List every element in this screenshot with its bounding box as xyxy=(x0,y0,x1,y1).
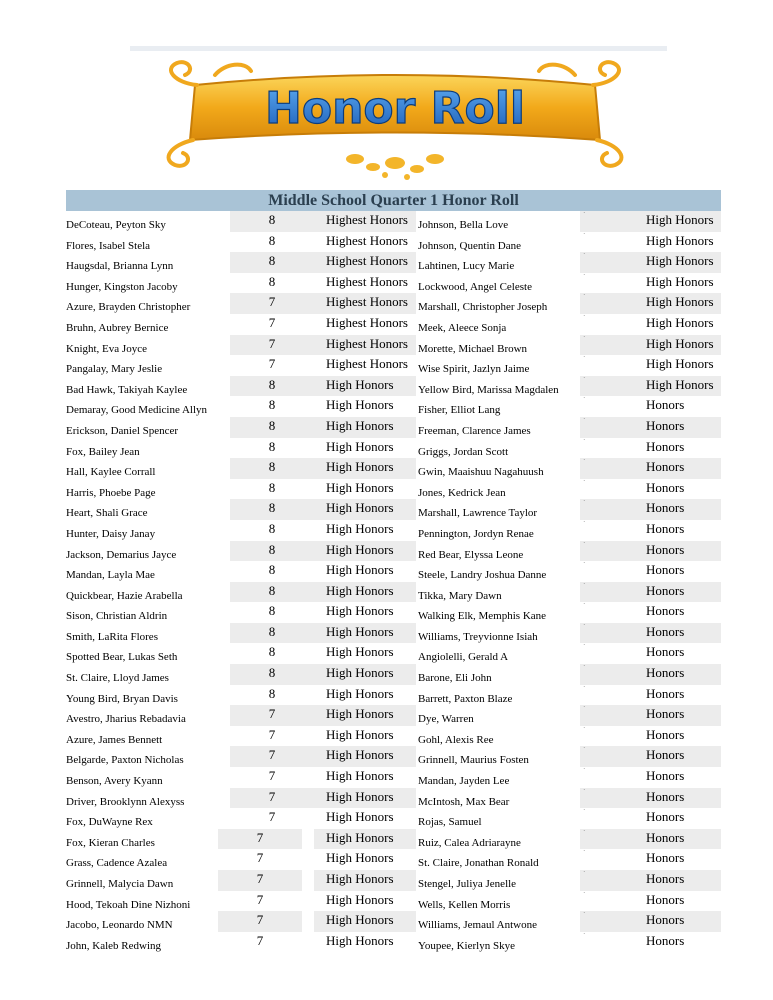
student-name: Freeman, Clarence James xyxy=(418,424,531,437)
grade-level xyxy=(580,417,631,438)
student-name: Benson, Avery Kyann xyxy=(66,775,163,788)
student-name: Rojas, Samuel xyxy=(418,816,482,829)
student-name: Meek, Aleece Sonja xyxy=(418,321,507,334)
student-name: Hunter, Daisy Janay xyxy=(66,527,156,540)
grade-level xyxy=(580,252,631,273)
blank-grade-mark: ˙ xyxy=(583,808,586,817)
student-name: Avestro, Jharius Rebadavia xyxy=(66,713,186,726)
table-row xyxy=(66,499,721,520)
honor-level: Honors xyxy=(646,932,685,948)
grade-level: 7 xyxy=(230,705,314,726)
honor-level: Honors xyxy=(631,746,721,767)
table-row xyxy=(66,541,721,562)
student-name: Johnson, Bella Love xyxy=(418,219,509,231)
grade-level xyxy=(580,911,631,932)
honor-level: Honors xyxy=(646,562,685,578)
student-name: Gohl, Alexis Ree xyxy=(418,733,494,746)
grade-level: 7 xyxy=(256,850,264,866)
grade-level xyxy=(580,232,631,253)
honor-level: High Honors xyxy=(314,705,416,726)
honor-level: High Honors xyxy=(646,232,714,248)
table-row xyxy=(66,788,721,809)
honor-level: Honors xyxy=(646,397,685,413)
grade-level xyxy=(580,932,631,953)
table-row xyxy=(66,808,721,829)
page-title: Middle School Quarter 1 Honor Roll xyxy=(66,190,721,211)
grade-level: 8 xyxy=(230,541,314,562)
table-row xyxy=(66,314,721,335)
student-name: Haugsdal, Brianna Lynn xyxy=(66,260,174,273)
grade-level xyxy=(580,458,631,479)
student-name: Bruhn, Aubrey Bernice xyxy=(66,321,169,334)
honor-level: High Honors xyxy=(314,499,416,520)
grade-level: 8 xyxy=(230,458,314,479)
table-row xyxy=(66,932,721,953)
grade-level: 8 xyxy=(268,520,276,536)
table-row xyxy=(66,602,721,623)
honor-level: High Honors xyxy=(326,603,394,619)
grade-level: 8 xyxy=(268,232,276,248)
blank-grade-mark: ˙ xyxy=(583,252,586,261)
blank-grade-mark: ˙ xyxy=(583,313,586,322)
blank-grade-mark: ˙ xyxy=(583,272,586,281)
grade-level: 7 xyxy=(268,356,276,372)
grade-level xyxy=(580,479,631,500)
blank-grade-mark: ˙ xyxy=(583,231,586,240)
student-name: Gwin, Maaishuu Nagahuush xyxy=(418,466,544,479)
honor-level: High Honors xyxy=(314,870,416,891)
honor-level: Honors xyxy=(646,479,685,495)
blank-grade-mark: ˙ xyxy=(583,890,586,899)
blank-grade-mark: ˙ xyxy=(583,458,586,467)
student-name: Tikka, Mary Dawn xyxy=(418,589,502,602)
table-row xyxy=(66,849,721,870)
student-name: Mandan, Jayden Lee xyxy=(418,775,510,788)
student-name: Red Bear, Elyssa Leone xyxy=(418,548,524,561)
honor-level: Honors xyxy=(631,829,721,850)
honor-level: Honors xyxy=(646,520,685,536)
blank-grade-mark: ˙ xyxy=(583,828,586,837)
table-row xyxy=(66,911,721,932)
honor-level: Honors xyxy=(646,768,685,784)
student-name: Young Bird, Bryan Davis xyxy=(66,692,178,705)
blank-grade-mark: ˙ xyxy=(583,416,586,425)
honor-level: High Honors xyxy=(326,479,394,495)
honor-roll-banner xyxy=(155,55,635,185)
student-name: Azure, James Bennett xyxy=(66,733,163,746)
grade-level: 8 xyxy=(230,664,314,685)
table-row xyxy=(66,685,721,706)
student-name: Barone, Eli John xyxy=(418,672,492,685)
honor-level: Honors xyxy=(631,541,721,562)
grade-level xyxy=(580,705,631,726)
student-name: Lahtinen, Lucy Marie xyxy=(418,260,515,273)
grade-level xyxy=(580,849,631,870)
honor-level: Honors xyxy=(631,458,721,479)
honor-level: High Honors xyxy=(646,273,714,289)
student-name: Demaray, Good Medicine Allyn xyxy=(66,404,208,417)
student-name: Wise Spirit, Jazlyn Jaime xyxy=(418,363,530,376)
grade-level: 8 xyxy=(230,499,314,520)
blank-grade-mark: ˙ xyxy=(583,684,586,693)
table-row xyxy=(66,293,721,314)
honor-level: High Honors xyxy=(314,376,416,397)
grade-level xyxy=(580,602,631,623)
honor-level: Honors xyxy=(631,623,721,644)
student-name: St. Claire, Lloyd James xyxy=(66,672,169,685)
blank-grade-mark: ˙ xyxy=(583,355,586,364)
blank-grade-mark: ˙ xyxy=(583,396,586,405)
table-row xyxy=(66,273,721,294)
student-name: Heart, Shali Grace xyxy=(66,507,148,520)
table-row xyxy=(66,438,721,459)
grade-level xyxy=(580,891,631,912)
table-row xyxy=(66,376,721,397)
grade-level: 7 xyxy=(256,932,264,948)
grade-level xyxy=(580,396,631,417)
blank-grade-mark: ˙ xyxy=(583,931,586,940)
student-name: Pangalay, Mary Jeslie xyxy=(66,363,163,376)
honor-level: High Honors xyxy=(326,562,394,578)
honor-level: Highest Honors xyxy=(314,211,416,232)
blank-grade-mark: ˙ xyxy=(583,787,586,796)
blank-grade-mark: ˙ xyxy=(583,375,586,384)
honor-level: Highest Honors xyxy=(326,232,408,248)
honor-level: High Honors xyxy=(646,314,714,330)
honor-level: High Honors xyxy=(314,541,416,562)
grade-level: 7 xyxy=(230,293,314,314)
honor-level: Honors xyxy=(646,644,685,660)
grade-level: 7 xyxy=(268,314,276,330)
grade-level xyxy=(580,746,631,767)
table-row xyxy=(66,746,721,767)
honor-level: High Honors xyxy=(326,685,394,701)
grade-level: 8 xyxy=(268,562,276,578)
table-row xyxy=(66,479,721,500)
student-name: Ruiz, Calea Adriarayne xyxy=(418,836,521,849)
blank-grade-mark: ˙ xyxy=(583,499,586,508)
grade-level: 7 xyxy=(230,788,314,809)
blank-grade-mark: ˙ xyxy=(583,725,586,734)
grade-level: 8 xyxy=(230,211,314,232)
honor-level: Highest Honors xyxy=(314,252,416,273)
grade-level xyxy=(580,623,631,644)
honor-level: Highest Honors xyxy=(326,273,408,289)
table-row xyxy=(66,870,721,891)
student-name: Steele, Landry Joshua Danne xyxy=(418,569,547,582)
student-name: Quickbear, Hazie Arabella xyxy=(66,589,183,602)
honor-level: High Honors xyxy=(631,335,721,356)
student-name: Jackson, Demarius Jayce xyxy=(66,548,177,561)
student-name: DeCoteau, Peyton Sky xyxy=(66,219,166,231)
student-name: Spotted Bear, Lukas Seth xyxy=(66,651,178,664)
honor-level: High Honors xyxy=(631,376,721,397)
blank-grade-mark: ˙ xyxy=(583,767,586,776)
blank-grade-mark: ˙ xyxy=(583,519,586,528)
grade-level: 8 xyxy=(268,397,276,413)
blank-grade-mark: ˙ xyxy=(583,870,586,878)
table-row xyxy=(66,252,721,273)
student-name: Griggs, Jordan Scott xyxy=(418,445,509,458)
honor-level: High Honors xyxy=(314,417,416,438)
grade-level xyxy=(580,314,631,335)
grade-level: 8 xyxy=(230,252,314,273)
blank-grade-mark: ˙ xyxy=(583,664,586,673)
honor-level: High Honors xyxy=(326,438,394,454)
student-name: McIntosh, Max Bear xyxy=(418,795,510,808)
student-name: Driver, Brooklynn Alexyss xyxy=(66,795,185,808)
grade-level xyxy=(580,561,631,582)
student-name: Grinnell, Maurius Fosten xyxy=(418,754,529,767)
honor-level: Honors xyxy=(646,603,685,619)
table-row xyxy=(66,582,721,603)
student-name: Youpee, Kierlyn Skye xyxy=(418,939,515,952)
honor-level: High Honors xyxy=(646,356,714,372)
honor-level: Honors xyxy=(646,850,685,866)
student-name: Azure, Brayden Christopher xyxy=(66,301,191,314)
grade-level xyxy=(580,541,631,562)
grade-level xyxy=(580,788,631,809)
blank-grade-mark: ˙ xyxy=(583,478,586,487)
student-name: Fox, Kieran Charles xyxy=(66,836,155,849)
student-name: Marshall, Christopher Joseph xyxy=(418,301,548,314)
grade-level: 7 xyxy=(218,870,302,891)
honor-level: High Honors xyxy=(314,746,416,767)
honor-level: High Honors xyxy=(314,623,416,644)
table-row xyxy=(66,705,721,726)
grade-level: 8 xyxy=(268,479,276,495)
student-name: St. Claire, Jonathan Ronald xyxy=(418,857,539,870)
honor-level: High Honors xyxy=(326,726,394,742)
honor-level: High Honors xyxy=(314,911,416,932)
student-name: Fox, DuWayne Rex xyxy=(66,816,153,829)
honor-level: High Honors xyxy=(326,644,394,660)
honor-level: Honors xyxy=(646,685,685,701)
table-row xyxy=(66,561,721,582)
blank-grade-mark: ˙ xyxy=(583,540,586,549)
honor-level: Honors xyxy=(631,788,721,809)
honor-level: Honors xyxy=(646,891,685,907)
honor-level: Honors xyxy=(646,809,685,825)
grade-level: 8 xyxy=(230,376,314,397)
student-name: Smith, LaRita Flores xyxy=(66,630,158,643)
table-row xyxy=(66,396,721,417)
blank-grade-mark: ˙ xyxy=(583,911,586,920)
grade-level xyxy=(580,726,631,747)
grade-level xyxy=(580,520,631,541)
honor-level: High Honors xyxy=(314,788,416,809)
blank-grade-mark: ˙ xyxy=(583,602,586,611)
table-row xyxy=(66,335,721,356)
honor-level: Highest Honors xyxy=(326,356,408,372)
grade-level xyxy=(580,829,631,850)
honor-level: High Honors xyxy=(326,850,394,866)
grade-level xyxy=(580,767,631,788)
student-name: Barrett, Paxton Blaze xyxy=(418,692,513,705)
table-row xyxy=(66,664,721,685)
blank-grade-mark: ˙ xyxy=(583,581,586,590)
blank-grade-mark: ˙ xyxy=(583,643,586,652)
student-name: Jones, Kedrick Jean xyxy=(418,486,506,499)
student-name: Yellow Bird, Marissa Magdalen xyxy=(418,383,559,396)
honor-level: High Honors xyxy=(326,809,394,825)
student-name: Wells, Kellen Morris xyxy=(418,898,511,911)
honor-level: Honors xyxy=(646,726,685,742)
grade-level: 7 xyxy=(268,809,276,825)
student-name: Hunger, Kingston Jacoby xyxy=(66,280,178,293)
honor-level: High Honors xyxy=(326,932,394,948)
grade-level xyxy=(580,355,631,376)
table-row xyxy=(66,458,721,479)
honor-level: Honors xyxy=(631,705,721,726)
student-name: Walking Elk, Memphis Kane xyxy=(418,610,547,623)
honor-level: Honors xyxy=(631,664,721,685)
student-name: Hood, Tekoah Dine Nizhoni xyxy=(66,898,191,911)
honor-level: High Honors xyxy=(631,211,721,232)
honor-level: High Honors xyxy=(314,582,416,603)
honor-level: Highest Honors xyxy=(314,335,416,356)
grade-level xyxy=(580,582,631,603)
table-row xyxy=(66,355,721,376)
honor-level: High Honors xyxy=(326,397,394,413)
grade-level: 8 xyxy=(268,438,276,454)
student-name: Bad Hawk, Takiyah Kaylee xyxy=(66,383,188,396)
grade-level: 7 xyxy=(218,829,302,850)
table-row xyxy=(66,829,721,850)
banner-title: Honor Roll xyxy=(265,83,525,134)
grade-level: 7 xyxy=(256,891,264,907)
honor-level: High Honors xyxy=(326,520,394,536)
student-name: Williams, Treyvionne Isiah xyxy=(418,630,538,643)
grade-level xyxy=(580,211,631,232)
grade-level: 7 xyxy=(230,335,314,356)
blank-grade-mark: ˙ xyxy=(583,561,586,570)
blank-grade-mark: ˙ xyxy=(583,746,586,755)
grade-level: 8 xyxy=(230,582,314,603)
student-name: Erickson, Daniel Spencer xyxy=(66,424,179,437)
honor-level: Honors xyxy=(631,499,721,520)
honor-level: Highest Honors xyxy=(314,293,416,314)
honor-level: Honors xyxy=(631,417,721,438)
student-name: Morette, Michael Brown xyxy=(418,342,528,355)
blank-grade-mark: ˙ xyxy=(583,437,586,446)
grade-level xyxy=(580,293,631,314)
grade-level xyxy=(580,273,631,294)
student-name: Grass, Cadence Azalea xyxy=(66,857,168,870)
grade-level: 8 xyxy=(268,685,276,701)
grade-level xyxy=(580,438,631,459)
table-row xyxy=(66,520,721,541)
honor-level: Honors xyxy=(631,582,721,603)
student-name: Dye, Warren xyxy=(418,713,474,726)
blank-grade-mark: ˙ xyxy=(583,622,586,631)
student-name: Sison, Christian Aldrin xyxy=(66,610,168,623)
student-name: Jacobo, Leonardo NMN xyxy=(66,919,173,932)
blank-grade-mark: ˙ xyxy=(583,334,586,343)
honor-level: Honors xyxy=(646,438,685,454)
student-name: Flores, Isabel Stela xyxy=(66,239,151,252)
student-name: Belgarde, Paxton Nicholas xyxy=(66,754,184,767)
table-row xyxy=(66,767,721,788)
honor-level: Highest Honors xyxy=(326,314,408,330)
grade-level xyxy=(580,335,631,356)
student-name: Fisher, Elliot Lang xyxy=(418,404,501,417)
grade-level: 7 xyxy=(230,746,314,767)
student-name: Johnson, Quentin Dane xyxy=(418,239,521,252)
honor-level: High Honors xyxy=(326,891,394,907)
grade-level: 8 xyxy=(268,644,276,660)
student-name: Stengel, Juliya Jenelle xyxy=(418,878,517,890)
table-row xyxy=(66,417,721,438)
honor-level: High Honors xyxy=(631,252,721,273)
honor-level: High Honors xyxy=(631,293,721,314)
student-name: Knight, Eva Joyce xyxy=(66,342,147,355)
blank-grade-mark: ˙ xyxy=(583,849,586,858)
grade-level: 7 xyxy=(218,911,302,932)
floral-ornament-bottom xyxy=(346,154,444,180)
grade-level xyxy=(580,664,631,685)
honor-level: Honors xyxy=(631,870,721,891)
honor-level: High Honors xyxy=(314,664,416,685)
blank-grade-mark: ˙ xyxy=(583,293,586,302)
student-name: Lockwood, Angel Celeste xyxy=(418,280,532,293)
grade-level xyxy=(580,643,631,664)
grade-level: 8 xyxy=(268,273,276,289)
table-row xyxy=(66,726,721,747)
banner-top-strip xyxy=(130,46,667,51)
grade-level xyxy=(580,499,631,520)
blank-grade-mark: ˙ xyxy=(583,211,586,219)
grade-level: 7 xyxy=(268,726,276,742)
student-name: Williams, Jemaul Antwone xyxy=(418,919,538,932)
table-row xyxy=(66,891,721,912)
table-row xyxy=(66,623,721,644)
student-name: Fox, Bailey Jean xyxy=(66,445,140,458)
honor-level: High Honors xyxy=(314,829,416,850)
table-row xyxy=(66,232,721,253)
grade-level: 7 xyxy=(268,768,276,784)
table-row xyxy=(66,643,721,664)
honor-level: Honors xyxy=(631,911,721,932)
grade-level xyxy=(580,685,631,706)
student-name: Hall, Kaylee Corrall xyxy=(66,466,156,479)
grade-level xyxy=(580,870,631,891)
student-name: Pennington, Jordyn Renae xyxy=(418,527,534,540)
grade-level: 8 xyxy=(230,623,314,644)
student-name: Marshall, Lawrence Taylor xyxy=(418,507,538,520)
grade-level xyxy=(580,808,631,829)
student-name: Harris, Phoebe Page xyxy=(66,486,156,499)
table-row xyxy=(66,211,721,232)
student-name: Mandan, Layla Mae xyxy=(66,569,155,582)
student-name: Angiolelli, Gerald A xyxy=(418,651,509,664)
honor-level: High Honors xyxy=(326,768,394,784)
student-name: Grinnell, Malycia Dawn xyxy=(66,878,174,890)
student-name: John, Kaleb Redwing xyxy=(66,939,162,952)
honor-level: High Honors xyxy=(314,458,416,479)
grade-level xyxy=(580,376,631,397)
grade-level: 8 xyxy=(268,603,276,619)
honor-roll-table xyxy=(66,211,721,952)
grade-level: 8 xyxy=(230,417,314,438)
blank-grade-mark: ˙ xyxy=(583,705,586,714)
